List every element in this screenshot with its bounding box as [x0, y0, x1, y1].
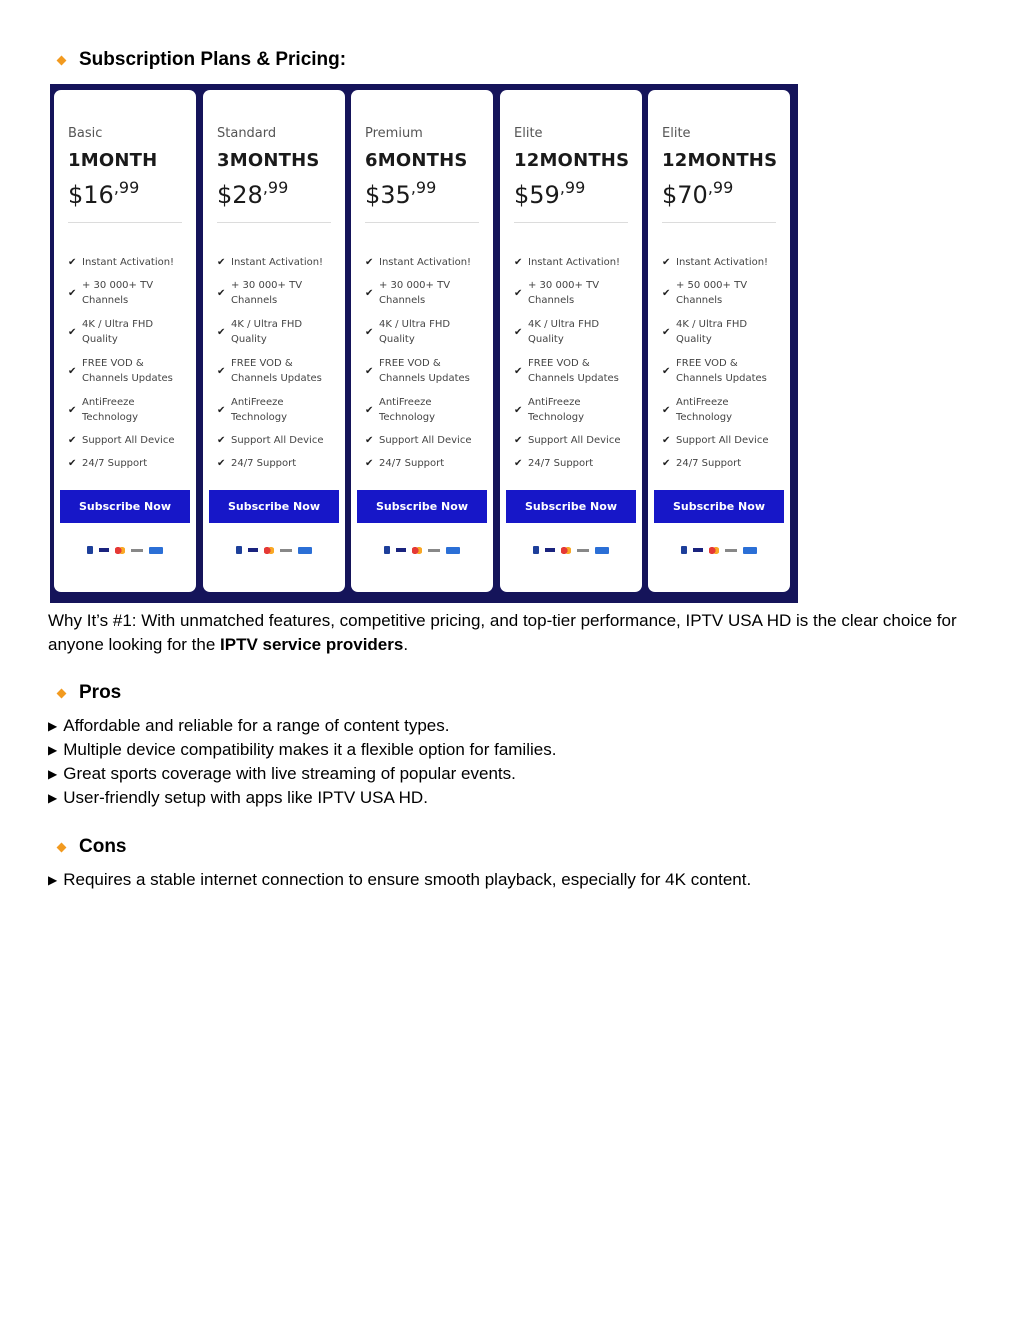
plan-feature	[68, 317, 190, 347]
feature-text	[676, 356, 767, 386]
list-item-text: Multiple device compatibility makes it a flexible option for families.	[63, 740, 557, 759]
check-icon: ✔	[514, 257, 523, 268]
discover-icon	[131, 549, 143, 552]
feature-line-2: Channels	[231, 295, 278, 306]
plan-price-main: $59	[514, 181, 560, 209]
feature-line-2: Technology	[528, 412, 585, 423]
plan-duration: 6MONTHS	[365, 150, 468, 171]
plan-feature	[365, 278, 487, 308]
feature-line-1: AntiFreeze	[528, 397, 581, 408]
feature-line-2: Channels	[82, 295, 129, 306]
list-item-text: Requires a stable internet connection to ensure smooth playback, especially for 4K content.	[63, 870, 752, 889]
plan-feature	[662, 395, 784, 425]
plan-tier: Elite	[514, 126, 543, 141]
plan-feature	[68, 456, 190, 471]
plan-price-main: $70	[662, 181, 708, 209]
discover-icon	[577, 549, 589, 552]
check-icon: ✔	[217, 326, 226, 338]
feature-line-2: Channels	[379, 295, 426, 306]
plan-price	[68, 178, 139, 209]
check-icon: ✔	[662, 257, 671, 268]
plan-feature	[365, 456, 487, 471]
check-icon: ✔	[68, 458, 77, 469]
feature-line-1: 24/7 Support	[528, 458, 594, 469]
plan-price	[514, 178, 585, 209]
feature-text	[528, 317, 599, 347]
check-icon: ✔	[365, 404, 374, 416]
divider	[662, 222, 776, 223]
feature-line-1: Instant Activation!	[528, 257, 621, 268]
list-item-text: User-friendly setup with apps like IPTV USA HD.	[63, 788, 428, 807]
plan-price-cents: ,99	[113, 178, 140, 197]
feature-text	[379, 356, 470, 386]
plan-feature	[514, 278, 636, 308]
feature-line-1: Instant Activation!	[379, 257, 472, 268]
plan-feature	[662, 433, 784, 448]
feature-text	[231, 456, 296, 471]
payment-methods	[678, 545, 760, 555]
mastercard-icon	[115, 547, 125, 554]
feature-line-1: FREE VOD &	[231, 358, 293, 369]
feature-text	[82, 356, 173, 386]
check-icon: ✔	[514, 326, 523, 338]
plan-feature	[217, 356, 339, 386]
feature-text	[82, 433, 175, 448]
check-icon: ✔	[217, 435, 226, 446]
pros-heading	[56, 682, 121, 704]
feature-line-2: Technology	[231, 412, 288, 423]
feature-text	[676, 317, 747, 347]
feature-line-1: 24/7 Support	[231, 458, 297, 469]
feature-text	[379, 317, 450, 347]
check-icon: ✔	[365, 287, 374, 299]
triangle-bullet-icon: ▶	[48, 719, 58, 733]
plan-feature	[68, 278, 190, 308]
check-icon: ✔	[68, 287, 77, 299]
feature-text	[231, 255, 323, 270]
feature-text	[231, 278, 302, 308]
check-icon: ✔	[514, 287, 523, 299]
list-item	[48, 714, 556, 738]
feature-line-1: Support All Device	[82, 435, 175, 446]
mastercard-icon	[561, 547, 571, 554]
why-text-end: .	[403, 635, 409, 654]
diamond-bullet-icon	[57, 688, 67, 698]
feature-text	[82, 278, 153, 308]
plan-feature	[365, 255, 487, 270]
amex-icon	[298, 547, 312, 554]
check-icon: ✔	[68, 365, 77, 377]
check-icon: ✔	[365, 435, 374, 446]
feature-line-1: FREE VOD &	[379, 358, 441, 369]
plan-card	[351, 90, 493, 592]
plan-price-main: $35	[365, 181, 411, 209]
plan-feature	[365, 433, 487, 448]
plan-duration: 12MONTHS	[662, 150, 778, 171]
mastercard-icon	[412, 547, 422, 554]
feature-line-1: Instant Activation!	[231, 257, 324, 268]
amex-icon	[446, 547, 460, 554]
subscribe-now-button[interactable]: Subscribe Now	[209, 490, 339, 523]
cons-heading	[56, 836, 127, 858]
check-icon: ✔	[514, 404, 523, 416]
mastercard-icon	[264, 547, 274, 554]
feature-text	[676, 433, 769, 448]
feature-line-2: Technology	[676, 412, 733, 423]
check-icon: ✔	[365, 326, 374, 338]
plan-feature	[514, 317, 636, 347]
triangle-bullet-icon: ▶	[48, 873, 58, 887]
paypal-icon	[681, 546, 687, 554]
plan-feature	[217, 278, 339, 308]
discover-icon	[280, 549, 292, 552]
plan-feature	[68, 356, 190, 386]
discover-icon	[725, 549, 737, 552]
payment-methods	[233, 545, 315, 555]
feature-line-2: Quality	[231, 334, 267, 345]
feature-line-1: 4K / Ultra FHD	[231, 319, 303, 330]
feature-line-1: AntiFreeze	[379, 397, 432, 408]
plan-feature	[662, 317, 784, 347]
feature-text	[676, 395, 732, 425]
feature-line-2: Channels Updates	[379, 373, 470, 384]
feature-text	[379, 433, 472, 448]
feature-line-2: Channels	[676, 295, 723, 306]
feature-text	[82, 255, 174, 270]
pricing-heading-text: Subscription Plans & Pricing:	[79, 49, 347, 70]
pricing-heading	[56, 49, 346, 71]
feature-text	[231, 433, 324, 448]
plan-price-cents: ,99	[707, 178, 734, 197]
feature-line-2: Quality	[82, 334, 118, 345]
check-icon: ✔	[662, 404, 671, 416]
plan-feature	[217, 255, 339, 270]
plan-feature	[514, 356, 636, 386]
plan-feature	[68, 395, 190, 425]
feature-line-1: AntiFreeze	[676, 397, 729, 408]
plan-tier: Premium	[365, 126, 423, 141]
payment-methods	[84, 545, 166, 555]
feature-text	[231, 395, 287, 425]
plan-price-cents: ,99	[410, 178, 437, 197]
feature-text	[676, 255, 768, 270]
feature-line-2: Channels Updates	[231, 373, 322, 384]
feature-line-1: + 30 000+ TV	[82, 280, 154, 291]
feature-text	[82, 456, 147, 471]
feature-text	[379, 278, 450, 308]
plan-price-cents: ,99	[559, 178, 586, 197]
list-item-text: Affordable and reliable for a range of content types.	[63, 716, 450, 735]
feature-line-2: Channels	[528, 295, 575, 306]
plan-feature	[68, 433, 190, 448]
plan-tier: Standard	[217, 126, 277, 141]
feature-line-1: FREE VOD &	[82, 358, 144, 369]
triangle-bullet-icon: ▶	[48, 743, 58, 757]
feature-line-1: Support All Device	[528, 435, 621, 446]
feature-line-2: Channels Updates	[82, 373, 173, 384]
amex-icon	[149, 547, 163, 554]
feature-line-1: + 30 000+ TV	[528, 280, 600, 291]
check-icon: ✔	[68, 435, 77, 446]
why-text-bold: IPTV service providers	[220, 635, 404, 654]
plan-feature	[662, 278, 784, 308]
feature-text	[676, 456, 741, 471]
list-item	[48, 786, 556, 810]
cons-heading-text: Cons	[79, 836, 127, 857]
plan-price	[217, 178, 288, 209]
feature-text	[528, 456, 593, 471]
plan-duration: 3MONTHS	[217, 150, 320, 171]
feature-line-1: AntiFreeze	[231, 397, 284, 408]
check-icon: ✔	[217, 365, 226, 377]
feature-line-1: FREE VOD &	[528, 358, 590, 369]
feature-line-2: Technology	[82, 412, 139, 423]
check-icon: ✔	[514, 435, 523, 446]
list-item	[48, 868, 751, 892]
feature-text	[528, 278, 599, 308]
visa-icon	[99, 548, 109, 552]
subscribe-now-button[interactable]: Subscribe Now	[654, 490, 784, 523]
plan-card	[54, 90, 196, 592]
feature-text	[231, 317, 302, 347]
plan-duration: 12MONTHS	[514, 150, 630, 171]
plan-price	[662, 178, 733, 209]
feature-text	[379, 255, 471, 270]
feature-line-1: AntiFreeze	[82, 397, 135, 408]
subscribe-now-button[interactable]: Subscribe Now	[506, 490, 636, 523]
paypal-icon	[236, 546, 242, 554]
feature-line-1: 4K / Ultra FHD	[528, 319, 600, 330]
plan-feature	[514, 255, 636, 270]
feature-line-1: + 30 000+ TV	[231, 280, 303, 291]
amex-icon	[743, 547, 757, 554]
plan-feature	[217, 317, 339, 347]
feature-line-1: Support All Device	[676, 435, 769, 446]
plan-card	[500, 90, 642, 592]
visa-icon	[396, 548, 406, 552]
feature-line-1: 24/7 Support	[82, 458, 148, 469]
feature-line-1: + 30 000+ TV	[379, 280, 451, 291]
feature-text	[528, 255, 620, 270]
plan-feature	[217, 433, 339, 448]
check-icon: ✔	[662, 287, 671, 299]
pros-heading-text: Pros	[79, 682, 122, 703]
subscribe-now-button[interactable]: Subscribe Now	[60, 490, 190, 523]
feature-text	[528, 356, 619, 386]
plan-feature	[217, 395, 339, 425]
plan-price-main: $16	[68, 181, 114, 209]
plan-feature	[514, 456, 636, 471]
discover-icon	[428, 549, 440, 552]
check-icon: ✔	[217, 458, 226, 469]
paypal-icon	[533, 546, 539, 554]
visa-icon	[545, 548, 555, 552]
plan-feature	[68, 255, 190, 270]
divider	[68, 222, 182, 223]
feature-line-2: Quality	[379, 334, 415, 345]
visa-icon	[248, 548, 258, 552]
check-icon: ✔	[68, 404, 77, 416]
check-icon: ✔	[365, 458, 374, 469]
feature-line-1: 4K / Ultra FHD	[379, 319, 451, 330]
divider	[365, 222, 479, 223]
divider	[217, 222, 331, 223]
feature-text	[82, 395, 138, 425]
list-item	[48, 762, 556, 786]
why-text: Why It’s #1: With unmatched features, competitive pricing, and top-tier performance, IPTV USA HD is the clear choice for anyone looking for the	[48, 611, 957, 654]
feature-text	[82, 317, 153, 347]
check-icon: ✔	[514, 458, 523, 469]
feature-line-1: Instant Activation!	[676, 257, 769, 268]
feature-text	[528, 395, 584, 425]
check-icon: ✔	[68, 326, 77, 338]
feature-text	[528, 433, 621, 448]
pricing-plans-image	[50, 84, 798, 603]
feature-text	[379, 395, 435, 425]
feature-line-1: 4K / Ultra FHD	[676, 319, 748, 330]
feature-line-1: Support All Device	[379, 435, 472, 446]
cons-list	[48, 868, 751, 892]
check-icon: ✔	[217, 257, 226, 268]
feature-line-1: Instant Activation!	[82, 257, 175, 268]
feature-text	[231, 356, 322, 386]
plan-price-main: $28	[217, 181, 263, 209]
diamond-bullet-icon	[57, 55, 67, 65]
visa-icon	[693, 548, 703, 552]
plan-feature	[514, 395, 636, 425]
check-icon: ✔	[662, 435, 671, 446]
plan-feature	[662, 356, 784, 386]
plan-feature	[217, 456, 339, 471]
plan-feature	[662, 255, 784, 270]
plan-feature	[365, 356, 487, 386]
plan-feature	[365, 317, 487, 347]
plan-price-cents: ,99	[262, 178, 289, 197]
feature-line-1: FREE VOD &	[676, 358, 738, 369]
check-icon: ✔	[662, 326, 671, 338]
feature-text	[676, 278, 747, 308]
plan-feature	[514, 433, 636, 448]
paypal-icon	[384, 546, 390, 554]
list-item	[48, 738, 556, 762]
plan-duration: 1MONTH	[68, 150, 158, 171]
plan-feature	[365, 395, 487, 425]
feature-line-2: Channels Updates	[528, 373, 619, 384]
feature-line-1: + 50 000+ TV	[676, 280, 748, 291]
feature-line-2: Channels Updates	[676, 373, 767, 384]
feature-line-2: Quality	[676, 334, 712, 345]
feature-line-1: 24/7 Support	[676, 458, 742, 469]
feature-line-2: Technology	[379, 412, 436, 423]
payment-methods	[381, 545, 463, 555]
triangle-bullet-icon: ▶	[48, 767, 58, 781]
diamond-bullet-icon	[57, 842, 67, 852]
check-icon: ✔	[662, 365, 671, 377]
plan-price	[365, 178, 436, 209]
check-icon: ✔	[68, 257, 77, 268]
triangle-bullet-icon: ▶	[48, 791, 58, 805]
check-icon: ✔	[217, 287, 226, 299]
subscribe-now-button[interactable]: Subscribe Now	[357, 490, 487, 523]
mastercard-icon	[709, 547, 719, 554]
feature-line-1: Support All Device	[231, 435, 324, 446]
check-icon: ✔	[662, 458, 671, 469]
divider	[514, 222, 628, 223]
amex-icon	[595, 547, 609, 554]
plan-card	[648, 90, 790, 592]
check-icon: ✔	[514, 365, 523, 377]
plan-tier: Basic	[68, 126, 103, 141]
plan-feature	[662, 456, 784, 471]
pros-list	[48, 714, 556, 810]
check-icon: ✔	[217, 404, 226, 416]
why-paragraph	[48, 609, 968, 657]
feature-line-1: 4K / Ultra FHD	[82, 319, 154, 330]
plan-card	[203, 90, 345, 592]
check-icon: ✔	[365, 365, 374, 377]
check-icon: ✔	[365, 257, 374, 268]
feature-text	[379, 456, 444, 471]
paypal-icon	[87, 546, 93, 554]
list-item-text: Great sports coverage with live streaming of popular events.	[63, 764, 516, 783]
feature-line-2: Quality	[528, 334, 564, 345]
feature-line-1: 24/7 Support	[379, 458, 445, 469]
payment-methods	[530, 545, 612, 555]
plan-tier: Elite	[662, 126, 691, 141]
